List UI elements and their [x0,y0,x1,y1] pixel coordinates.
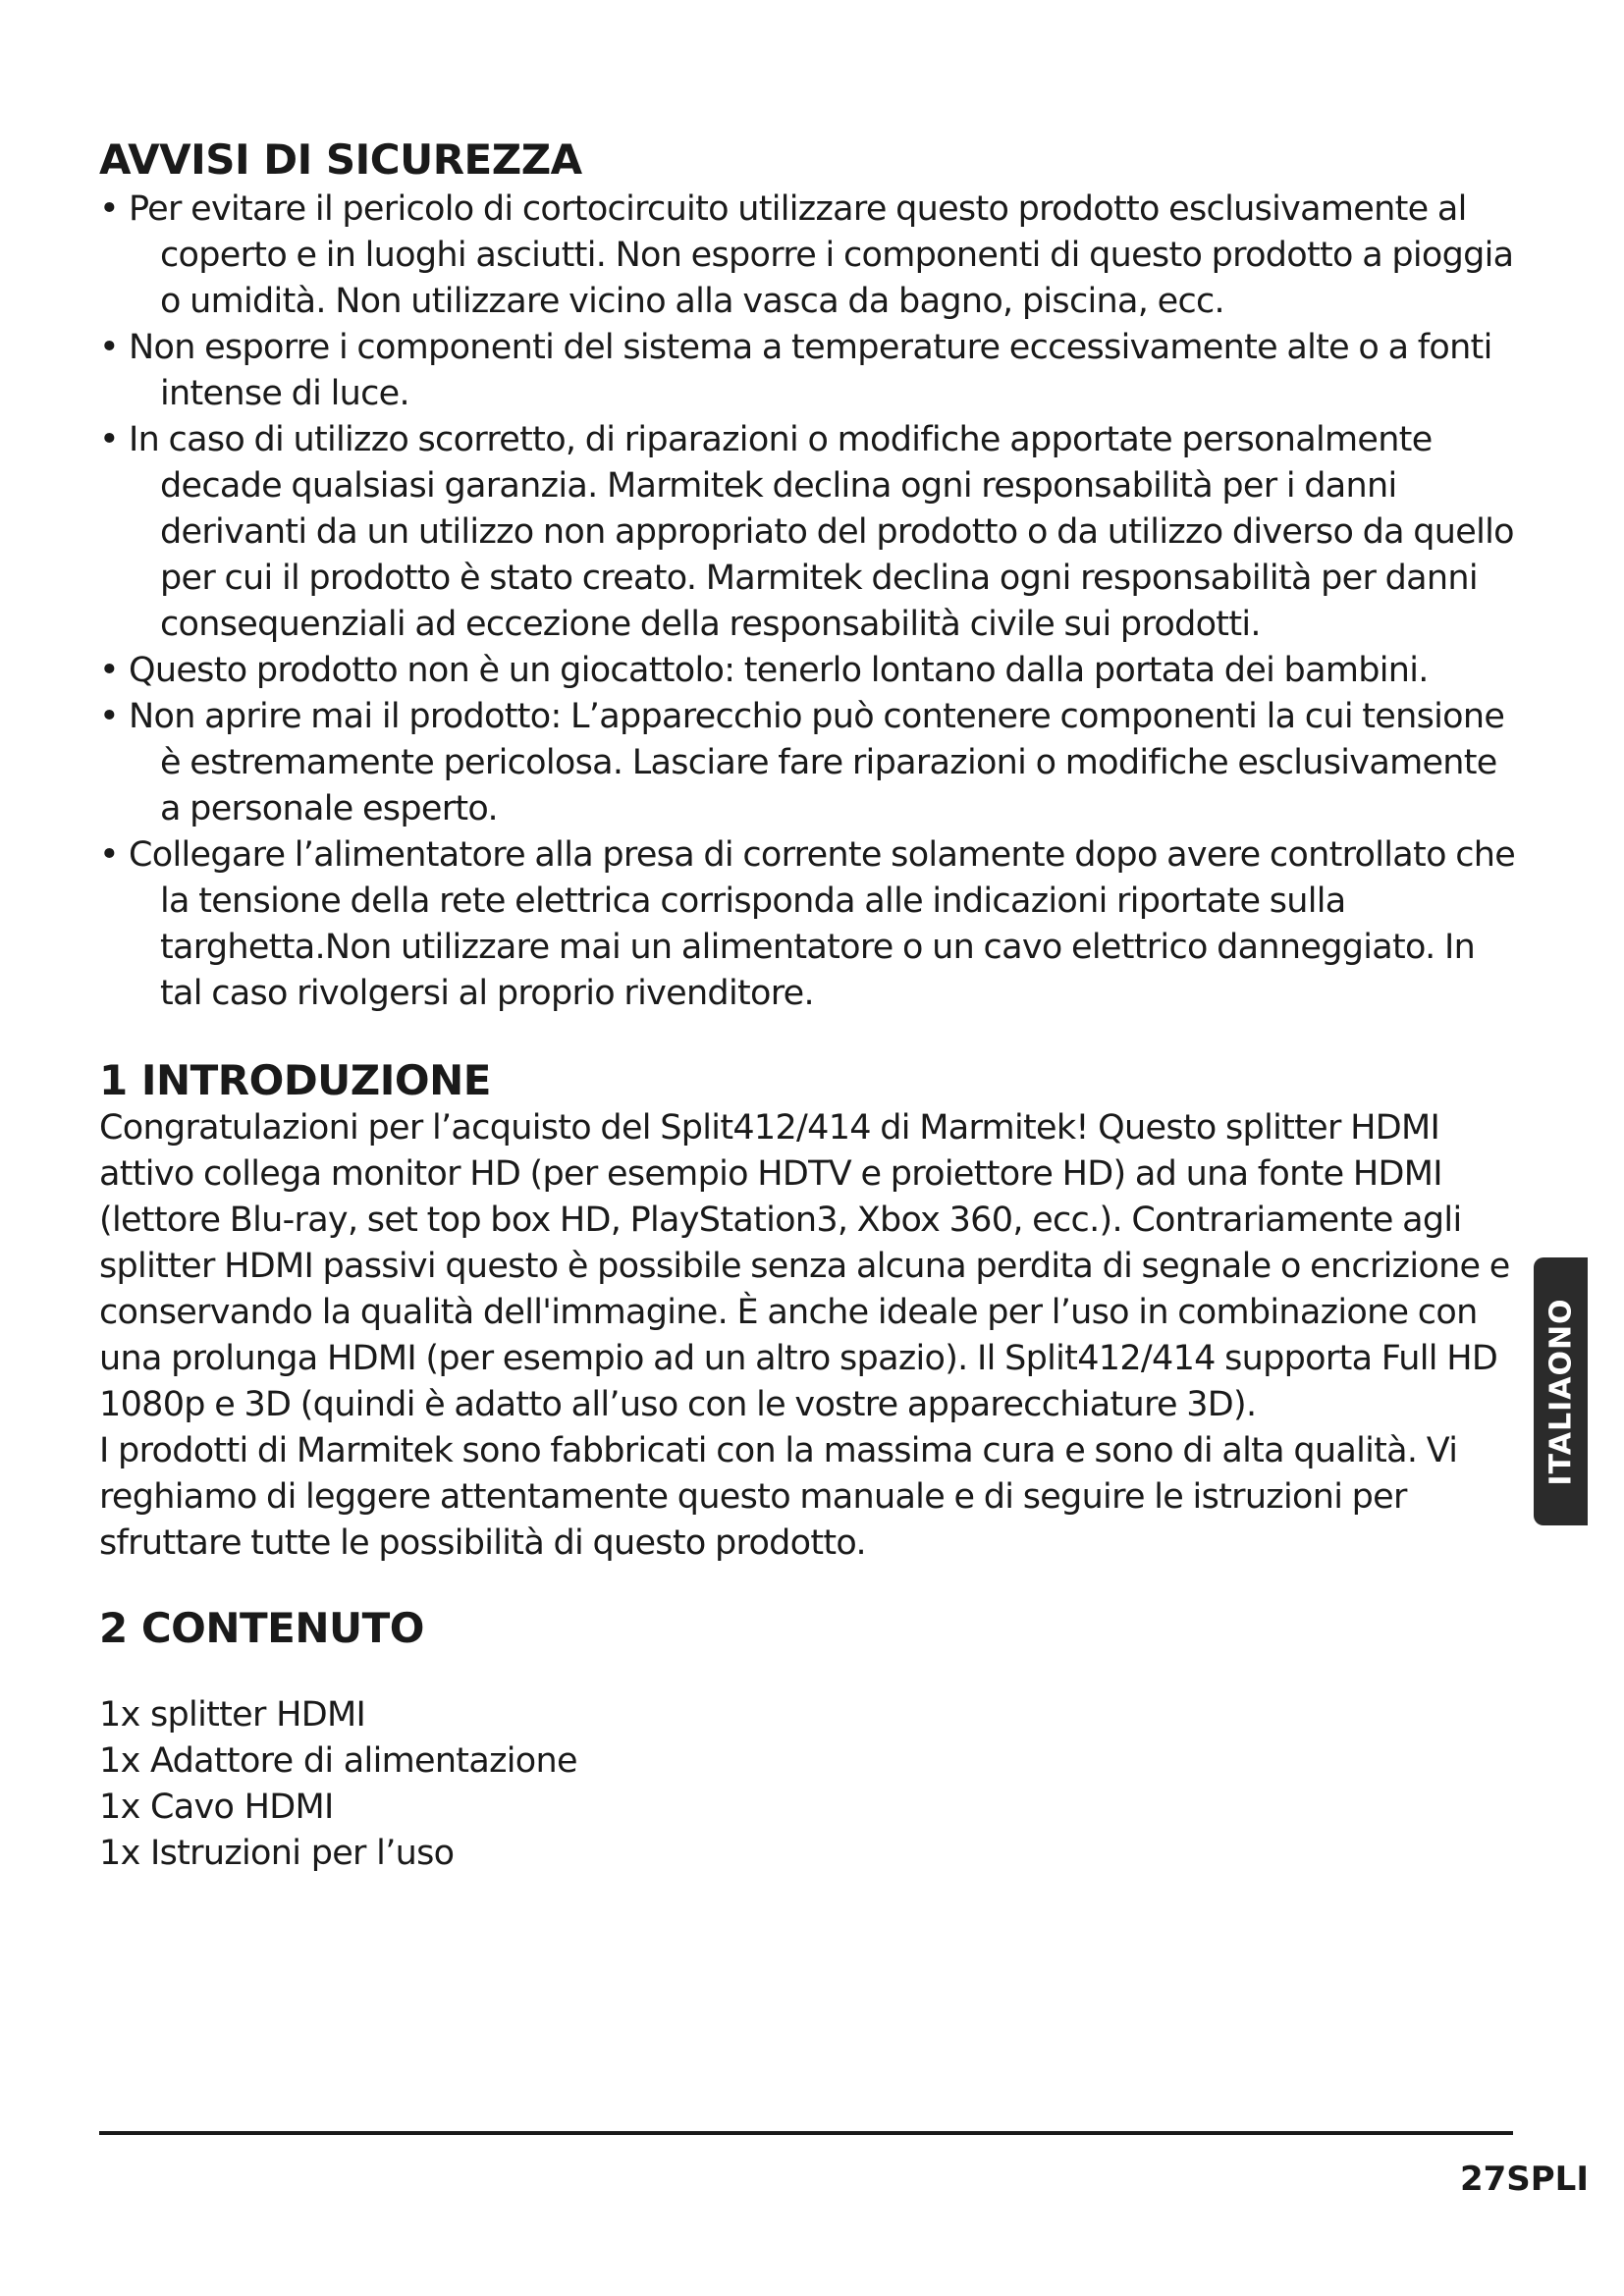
language-tab [1534,1257,1588,1525]
list-item: 1x splitter HDMI [99,1695,366,1735]
safety-item: • Non aprire mai il prodotto: L’apparecchio può contenere componenti la cui tensione è estremamente pericolosa. Lasciare fare riparazioni o modifiche esclusivamente a personale esperto. [99,694,1523,832]
safety-item: • Per evitare il pericolo di cortocircuito utilizzare questo prodotto esclusivamente al coperto e in luoghi asciutti. Non esporre i componenti di questo prodotto a pioggia o umidità. Non utilizzare vicino alla vasca da bagno, piscina, ecc. [99,187,1523,325]
contents-title: 2 CONTENUTO [99,1604,424,1652]
bullet-icon: • [99,189,119,229]
safety-list [99,187,1523,1017]
footer-divider [99,2131,1513,2135]
bullet-icon: • [99,835,119,875]
bullet-icon: • [99,697,119,736]
intro-paragraph: I prodotti di Marmitek sono fabbricati con la massima cura e sono di alta qualità. Vi reghiamo di leggere attentamente questo manuale e di seguire le istruzioni per sfruttare tutte le possibilità di questo prodotto. [99,1431,1458,1563]
page-number: 27SPLI [1459,2160,1589,2199]
intro-title: 1 INTRODUZIONE [99,1056,491,1104]
list-item: 1x Istruzioni per l’uso [99,1834,455,1873]
bullet-icon: • [99,328,119,367]
safety-item: • Collegare l’alimentatore alla presa di corrente solamente dopo avere controllato che la tensione della rete elettrica corrisponda alle indicazioni riportate sulla targhetta.Non utilizzare mai un alimentatore o un cavo elettrico danneggiato. In tal caso rivolgersi al proprio rivenditore. [99,832,1523,1017]
bullet-icon: • [99,420,119,459]
language-tab-label: ITALIAONO [1543,1297,1578,1486]
intro-paragraph: Congratulazioni per l’acquisto del Split412/414 di Marmitek! Questo splitter HDMI attivo collega monitor HD (per esempio HDTV e proiettore HD) ad una fonte HDMI (lettore Blu-ray, set top box HD, PlayStation3, Xbox 360, ecc.). Contrariamente agli splitter HDMI passivi questo è possibile senza alcuna perdita di segnale o encrizione e conservando la qualità dell'immagine. È anche ideale per l’uso in combinazione con una prolunga HDMI (per esempio ad un altro spazio). Il Split412/414 supporta Full HD 1080p e 3D (quindi è adatto all’uso con le vostre apparecchiature 3D). [99,1108,1510,1424]
safety-title: AVVISI DI SICUREZZA [99,135,582,184]
page-content [99,135,1523,1877]
contents-list [99,1692,1523,1877]
safety-item: • Questo prodotto non è un giocattolo: tenerlo lontano dalla portata dei bambini. [99,648,1523,694]
safety-item: • Non esporre i componenti del sistema a temperature eccessivamente alte o a fonti intense di luce. [99,325,1523,417]
list-item: 1x Adattore di alimentazione [99,1741,577,1781]
list-item: 1x Cavo HDMI [99,1788,334,1827]
bullet-icon: • [99,651,119,690]
safety-item: • In caso di utilizzo scorretto, di riparazioni o modifiche apportate personalmente decade qualsiasi garanzia. Marmitek declina ogni responsabilità per i danni derivanti da un utilizzo non appropriato del prodotto o da utilizzo diverso da quello per cui il prodotto è stato creato. Marmitek declina ogni responsabilità per danni consequenziali ad eccezione della responsabilità civile sui prodotti. [99,417,1523,648]
